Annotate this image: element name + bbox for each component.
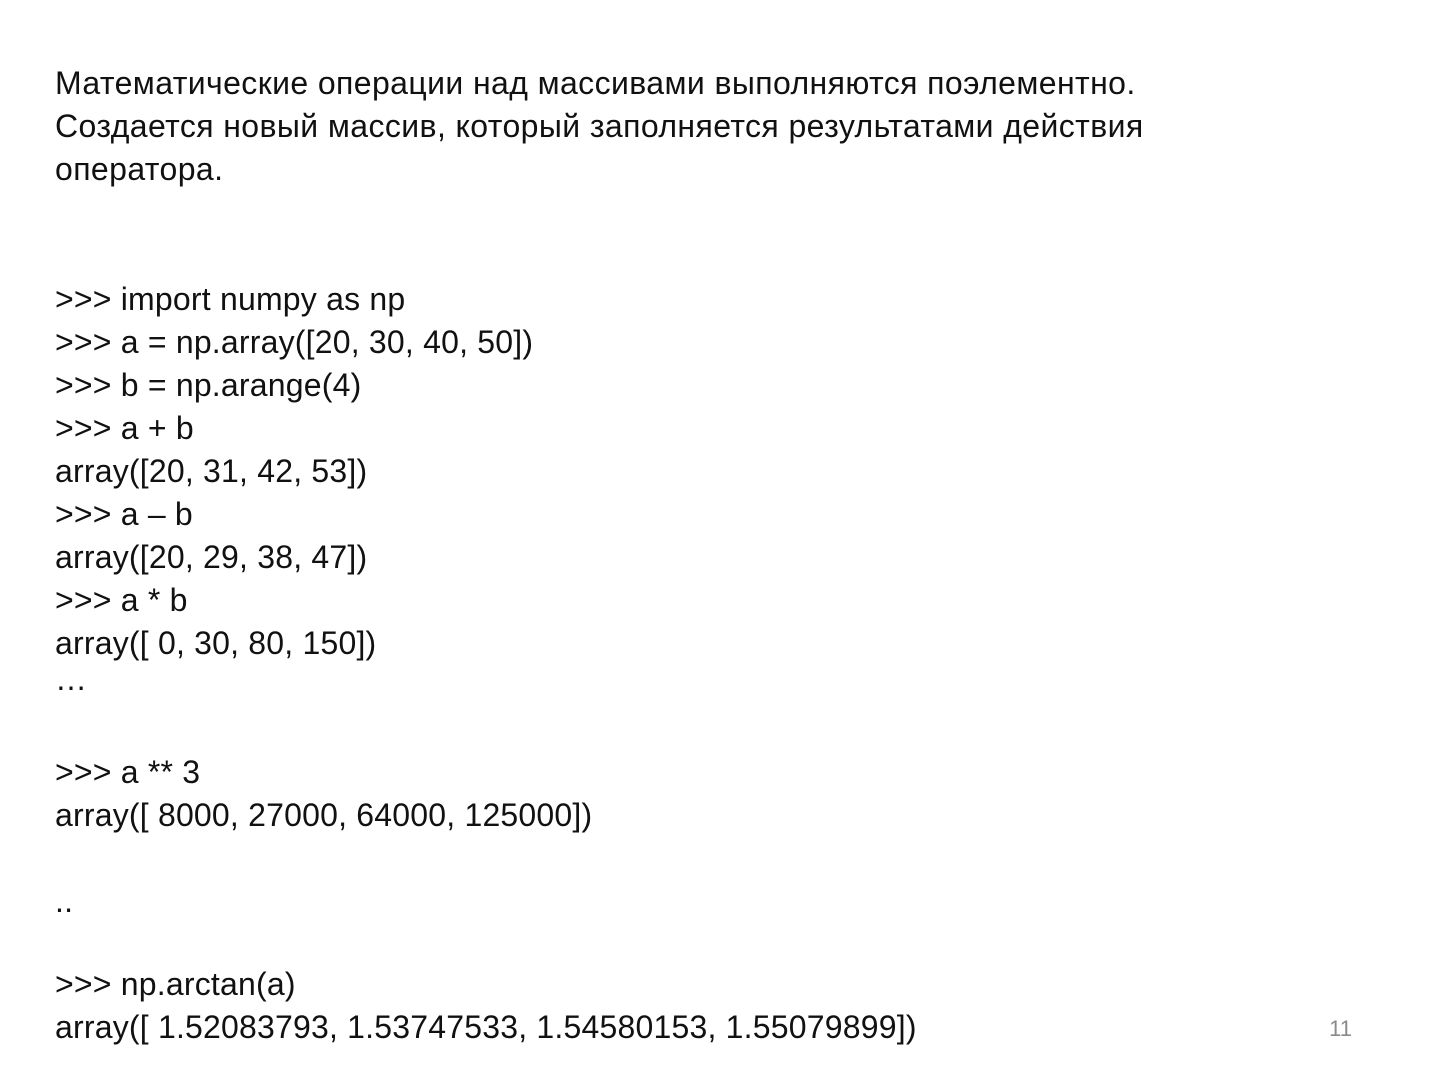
intro-text [55,62,1375,191]
code-line: array([ 8000, 27000, 64000, 125000]) [55,797,593,833]
code-line: >>> np.arctan(a) [55,966,296,1002]
intro-line: Математические операции над массивами выполняются поэлементно. [55,65,1136,101]
code-line: array([20, 31, 42, 53]) [55,453,368,489]
code-line: >>> a – b [55,496,193,532]
code-line: >>> a + b [55,410,194,446]
code-line: array([ 1.52083793, 1.53747533, 1.54580153, 1.55079899]) [55,1009,917,1045]
code-line: >>> import numpy as np [55,281,406,317]
code-line: array([ 0, 30, 80, 150]) [55,625,377,661]
code-line: >>> b = np.arange(4) [55,367,362,403]
spacer [55,701,917,751]
spacer [55,923,917,963]
code-block [55,278,917,1049]
spacer [55,837,917,880]
page-number: 11 [1329,1016,1352,1041]
intro-line: Создается новый массив, который заполняется результатами действия [55,108,1144,144]
code-line: >>> a = np.array([20, 30, 40, 50]) [55,324,534,360]
intro-line: оператора. [55,151,224,187]
code-line: >>> a * b [55,582,188,618]
code-line: array([20, 29, 38, 47]) [55,539,368,575]
code-line: >>> a ** 3 [55,754,201,790]
ellipsis: … [55,661,88,697]
ellipsis: .. [55,883,74,919]
